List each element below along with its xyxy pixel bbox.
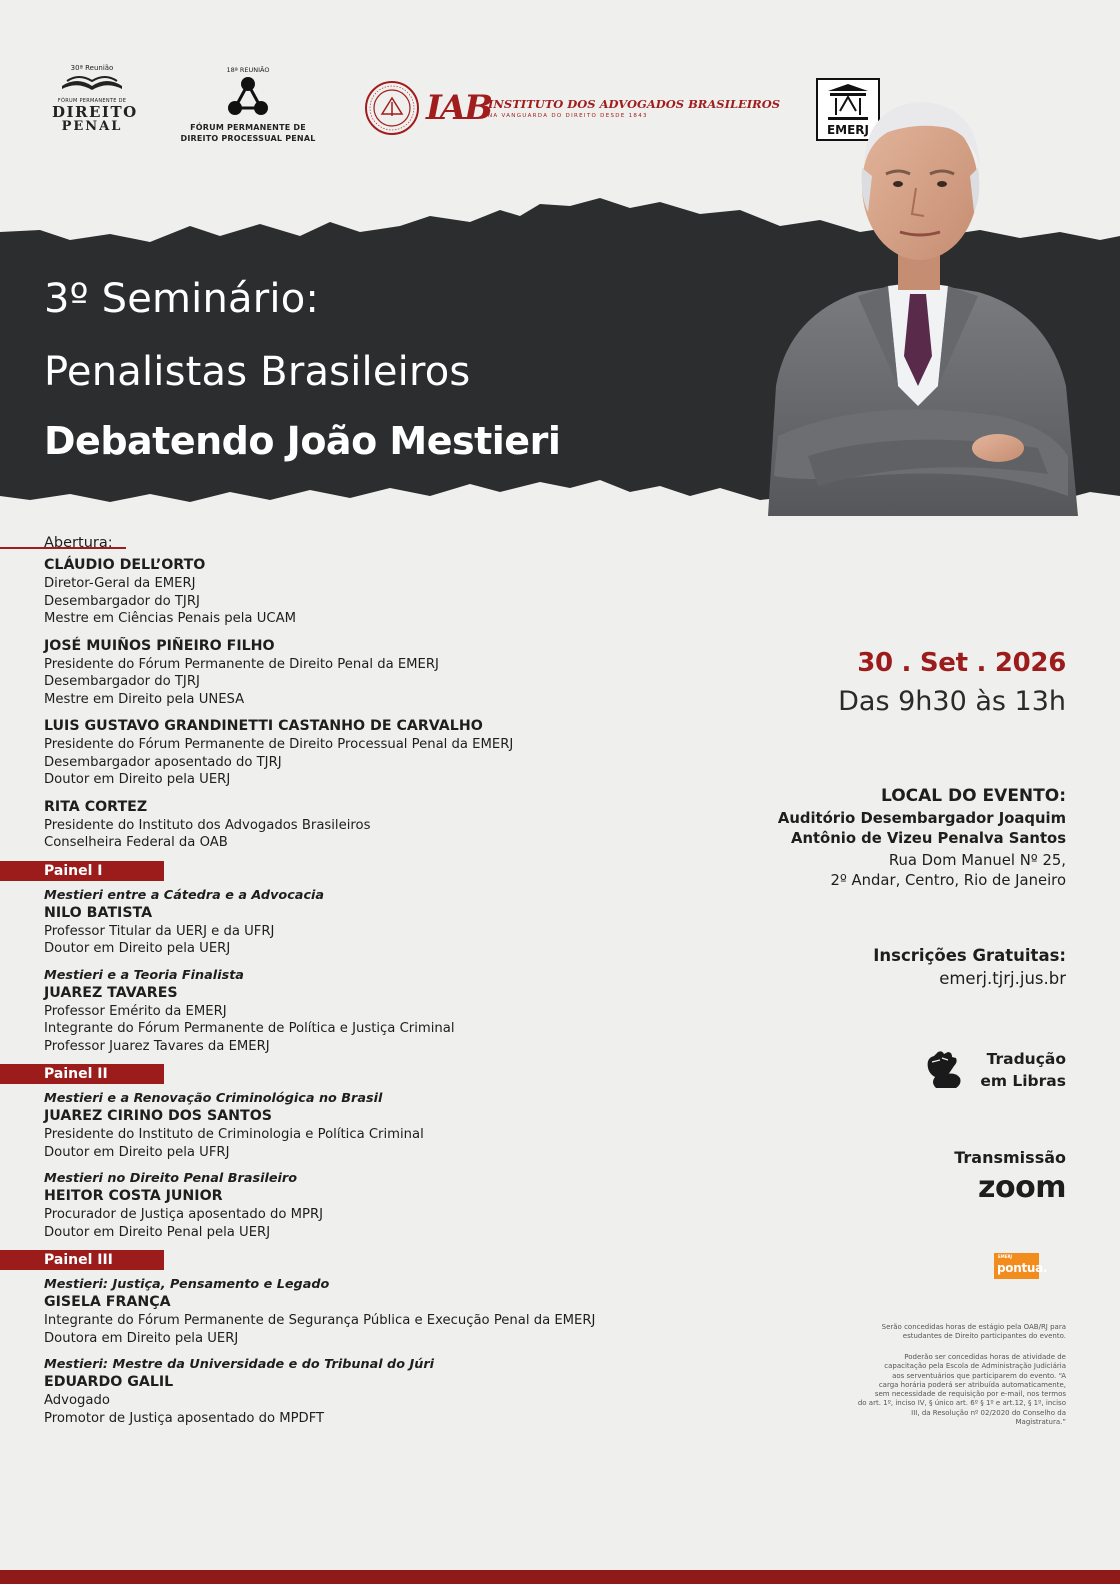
title-line-3: Debatendo João Mestieri (44, 419, 561, 463)
libras-line1: Tradução (986, 1050, 1066, 1068)
talk-block (44, 1090, 744, 1161)
talk-topic: Mestieri: Mestre da Universidade e do Tribunal do Júri (44, 1357, 435, 1372)
logo-fdpp-edition: 18ª REUNIÃO (226, 66, 270, 74)
speaker-role: Advogado (44, 1393, 110, 1408)
transmissao-label: Transmissão (954, 1148, 1066, 1167)
speaker-role: Procurador de Justiça aposentado do MPRJ (44, 1207, 323, 1222)
pontua-word: pontua. (997, 1261, 1048, 1275)
painel-2-header (0, 1064, 164, 1084)
logo-forum-direito-processual-penal (178, 66, 318, 144)
iab-seal-icon (364, 80, 420, 136)
sign-language-icon (922, 1048, 966, 1092)
bottom-bar (0, 1570, 1120, 1584)
local-hall-line2: Antônio de Vizeu Penalva Santos (791, 830, 1066, 847)
fine-line: estudantes de Direito participantes do evento. (902, 1332, 1066, 1341)
speaker-name: EDUARDO GALIL (44, 1374, 174, 1390)
speaker-role: Doutor em Direito pela UERJ (44, 772, 231, 787)
talk-topic: Mestieri e a Teoria Finalista (44, 967, 244, 983)
speaker-name: CLÁUDIO DELL’ORTO (44, 557, 206, 573)
speaker-block (44, 717, 744, 789)
speaker-role: Conselheira Federal da OAB (44, 835, 228, 850)
event-date: 30 . Set . 2026 (857, 648, 1066, 678)
address-line2: 2º Andar, Centro, Rio de Janeiro (830, 872, 1066, 889)
fine-print-capacitacao (806, 1353, 1066, 1427)
speaker-role: Professor Titular da UERJ e da UFRJ (44, 923, 275, 939)
talk-block (44, 1170, 744, 1241)
fine-line: capacitação pela Escola de Administração Judiciária (884, 1362, 1066, 1371)
talk-block (44, 967, 744, 1056)
logo-fdp-line1: DIREITO (52, 103, 138, 121)
logo-fdp-edition: 30ª Reunião (70, 64, 114, 72)
talk-block (44, 887, 744, 958)
speaker-role: Integrante do Fórum Permanente de Política e Justiça Criminal (44, 1021, 455, 1036)
logo-fdp-small: FÓRUM PERMANENTE DE (57, 98, 127, 104)
talk-topic: Mestieri e a Renovação Criminológica no Brasil (44, 1091, 383, 1106)
pontua-small: EMERJ (998, 1254, 1013, 1259)
speaker-role: Doutor em Direito pela UERJ (44, 941, 231, 956)
portrait-joao-mestieri (748, 56, 1088, 516)
logo-fdp-line2: PENAL (61, 119, 123, 134)
zoom-logo: zoom (978, 1170, 1066, 1205)
talk-block (44, 1276, 744, 1347)
title-line-2: Penalistas Brasileiros (44, 349, 471, 395)
speaker-name: RITA CORTEZ (44, 798, 148, 815)
logo-forum-direito-penal (52, 64, 138, 134)
title-line-1: 3º Seminário: (44, 276, 320, 322)
speaker-role: Professor Emérito da EMERJ (44, 1003, 227, 1019)
local-hall (778, 809, 1066, 849)
speaker-role: Mestre em Ciências Penais pela UCAM (44, 611, 296, 626)
iab-tagline: NA VANGUARDA DO DIREITO DESDE 1843 (488, 113, 648, 119)
painel-1-header (0, 861, 164, 881)
talk-topic: Mestieri entre a Cátedra e a Advocacia (44, 887, 325, 903)
painel-label: Painel II (44, 1066, 108, 1082)
painel-label: Painel I (44, 862, 103, 879)
network-icon (223, 74, 273, 118)
fine-line: Serão concedidas horas de estágio pela OAB/RJ para (881, 1323, 1066, 1331)
speaker-name: LUIS GUSTAVO GRANDINETTI CASTANHO DE CARVALHO (44, 718, 483, 734)
local-hall-line1: Auditório Desembargador Joaquim (777, 810, 1066, 827)
speaker-role: Presidente do Instituto dos Advogados Brasileiros (44, 817, 371, 833)
talk-topic: Mestieri: Justiça, Pensamento e Legado (44, 1277, 330, 1292)
libras-badge (922, 1046, 1072, 1096)
speaker-role: Doutor em Direito pela UFRJ (44, 1144, 230, 1160)
speaker-role: Integrante do Fórum Permanente de Segurança Pública e Execução Penal da EMERJ (44, 1313, 596, 1328)
fine-line: aos serventuários que participarem do evento. “A (892, 1371, 1066, 1380)
libras-line2: em Libras (980, 1072, 1066, 1090)
fine-line: sem necessidade de requisição por e-mail, nos termos (874, 1390, 1066, 1399)
logo-iab (364, 80, 781, 140)
pontua-logo (994, 1253, 1048, 1279)
speaker-role: Doutor em Direito Penal pela UERJ (44, 1224, 271, 1240)
speaker-role: Presidente do Fórum Permanente de Direito Processual Penal da EMERJ (44, 737, 514, 752)
speaker-role: Diretor-Geral da EMERJ (44, 576, 196, 591)
book-icon (57, 72, 127, 94)
speaker-role: Desembargador do TJRJ (44, 593, 200, 609)
libras-text (980, 1048, 1066, 1092)
logo-fdpp-line1: FÓRUM PERMANENTE DE (190, 123, 306, 132)
inscricoes-title: Inscrições Gratuitas: (873, 946, 1066, 965)
painel-label: Painel III (44, 1252, 113, 1268)
fine-print-oab (806, 1323, 1066, 1342)
speaker-name: JOSÉ MUIÑOS PIÑEIRO FILHO (44, 637, 275, 654)
abertura-label: Abertura: (44, 535, 113, 551)
speaker-block (44, 556, 744, 628)
fine-line: Magistratura.” (1015, 1418, 1066, 1427)
speaker-name: GISELA FRANÇA (44, 1294, 171, 1310)
speaker-role: Desembargador do TJRJ (44, 674, 200, 689)
speaker-role: Mestre em Direito pela UNESA (44, 691, 245, 707)
speaker-role: Presidente do Instituto de Criminologia e Política Criminal (44, 1127, 424, 1142)
inscricoes-link[interactable]: emerj.tjrj.jus.br (939, 969, 1066, 988)
talk-block (44, 1356, 744, 1427)
speaker-block (44, 637, 744, 709)
speaker-role: Promotor de Justiça aposentado do MPDFT (44, 1410, 325, 1426)
speaker-role: Presidente do Fórum Permanente de Direito Penal da EMERJ (44, 656, 439, 672)
address-line1: Rua Dom Manuel Nº 25, (888, 852, 1066, 869)
program-list (44, 534, 744, 1436)
iab-name: INSTITUTO DOS ADVOGADOS BRASILEIROS (488, 97, 781, 111)
speaker-name: JUAREZ TAVARES (44, 984, 178, 1001)
painel-3-header (0, 1250, 164, 1270)
fine-line: Poderão ser concedidas horas de atividade de (904, 1353, 1066, 1361)
local-title: LOCAL DO EVENTO: (881, 786, 1066, 806)
talk-topic: Mestieri no Direito Penal Brasileiro (44, 1171, 298, 1186)
speaker-role: Doutora em Direito pela UERJ (44, 1330, 239, 1346)
speaker-name: JUAREZ CIRINO DOS SANTOS (44, 1108, 272, 1124)
speaker-role: Professor Juarez Tavares da EMERJ (44, 1038, 270, 1054)
speaker-name: NILO BATISTA (44, 904, 153, 921)
fine-line: do art. 1º, inciso IV, § único art. 6º § 1º e art.12, § 1º, inciso (857, 1399, 1066, 1408)
fine-line: III, da Resolução nº 02/2020 do Conselho da (911, 1408, 1066, 1417)
iab-letters: IAB (426, 88, 492, 128)
speaker-name: HEITOR COSTA JUNIOR (44, 1188, 223, 1204)
emerj-word: EMERJ (826, 123, 870, 137)
event-hours: Das 9h30 às 13h (838, 686, 1066, 717)
logo-fdpp-line2: DIREITO PROCESSUAL PENAL (180, 134, 316, 143)
speaker-role: Desembargador aposentado do TJRJ (44, 754, 282, 770)
speaker-block (44, 798, 744, 852)
local-address (830, 851, 1066, 891)
fine-line: carga horária poderá ser atribuída automaticamente, (878, 1380, 1066, 1389)
